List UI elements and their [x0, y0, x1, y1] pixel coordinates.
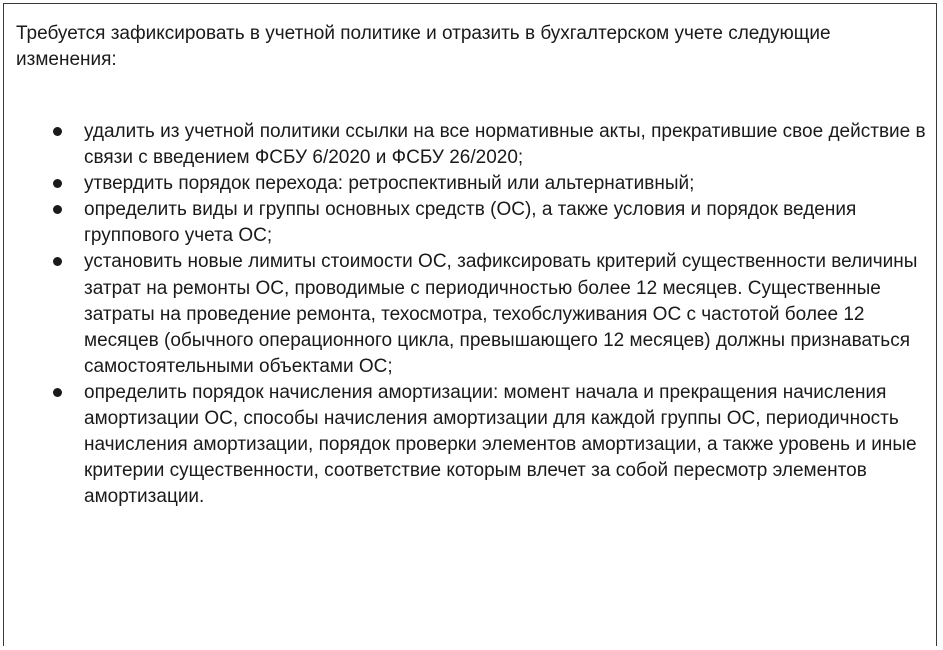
list-item-text: определить виды и группы основных средств (ОС), а также условия и порядок ведения группового учета ОС; — [84, 199, 857, 247]
list-item-text: установить новые лимиты стоимости ОС, зафиксировать критерий существенности величины затрат на ремонты ОС, проводимые с периодичностью более 12 месяцев. Существенные затраты на проведение ремонта, техосмотра, техобслуживания ОС с частотой более 12 месяцев (обычного операционного цикла, превышающего 12 месяцев) должны признаваться самостоятельными объектами ОС; — [84, 251, 918, 377]
list-item-text: удалить из учетной политики ссылки на все нормативные акты, прекратившие свое действие в связи с введением ФСБУ 6/2020 и ФСБУ 26/2020; — [84, 121, 926, 169]
changes-list — [4, 119, 938, 510]
document-frame — [3, 3, 937, 646]
bullet-dot-icon — [53, 388, 62, 397]
bullet-dot-icon — [53, 205, 62, 214]
intro-paragraph: Требуется зафиксировать в учетной политике и отразить в бухгалтерском учете следующие изменения: — [16, 23, 831, 70]
list-item-text: определить порядок начисления амортизации: момент начала и прекращения начисления амортизации ОС, способы начисления амортизации для каждой группы ОС, периодичность начисления амортизации, порядок проверки элементов амортизации, а также уровень и иные критерии существенности, соответствие которым влечет за собой пересмотр элементов амортизации. — [84, 381, 917, 508]
list-item — [4, 197, 938, 249]
list-item — [4, 249, 938, 379]
list-item-text: утвердить порядок перехода: ретроспективный или альтернативный; — [84, 173, 695, 195]
bullet-dot-icon — [53, 127, 62, 136]
list-item — [4, 171, 938, 197]
bullet-dot-icon — [53, 257, 62, 266]
bullet-dot-icon — [53, 179, 62, 188]
list-item — [4, 380, 938, 510]
list-item — [4, 119, 938, 171]
